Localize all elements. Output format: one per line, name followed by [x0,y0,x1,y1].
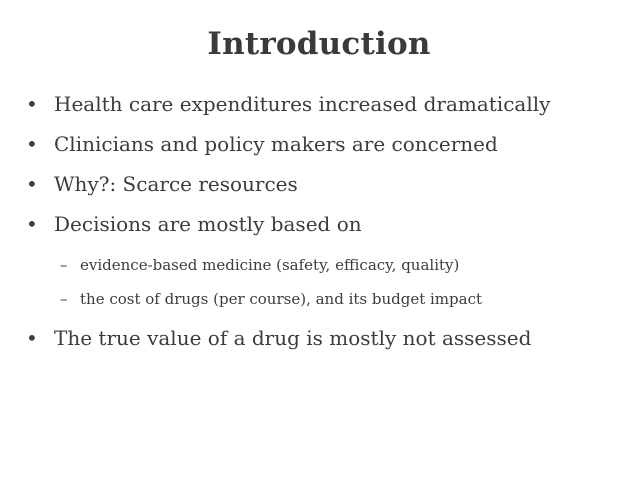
bullet-marker: • [26,172,38,196]
bullet-item [24,208,624,248]
bullet-text: Health care expenditures increased dramatically [54,92,551,116]
sub-bullet-text: evidence-based medicine (safety, efficacy, quality) [80,256,460,274]
bullet-text: Decisions are mostly based on [54,212,362,236]
sub-bullet-marker: – [60,256,68,274]
bullet-text: Why?: Scarce resources [54,172,298,196]
slide-title: Introduction [207,26,431,62]
bullet-item [24,322,624,362]
bullet-text: The true value of a drug is mostly not assessed [54,326,532,350]
sub-bullet-item [24,282,624,316]
bullet-item [24,128,624,168]
sub-bullet-marker: – [60,290,68,308]
bullet-marker: • [26,326,38,350]
sub-bullet-text: the cost of drugs (per course), and its budget impact [80,290,483,308]
bullet-marker: • [26,92,38,116]
bullet-marker: • [26,132,38,156]
bullet-text: Clinicians and policy makers are concerned [54,132,498,156]
sub-bullet-item [24,248,624,282]
bullet-item [24,88,624,128]
bullet-item [24,168,624,208]
bullet-marker: • [26,212,38,236]
bullet-list [24,88,624,362]
